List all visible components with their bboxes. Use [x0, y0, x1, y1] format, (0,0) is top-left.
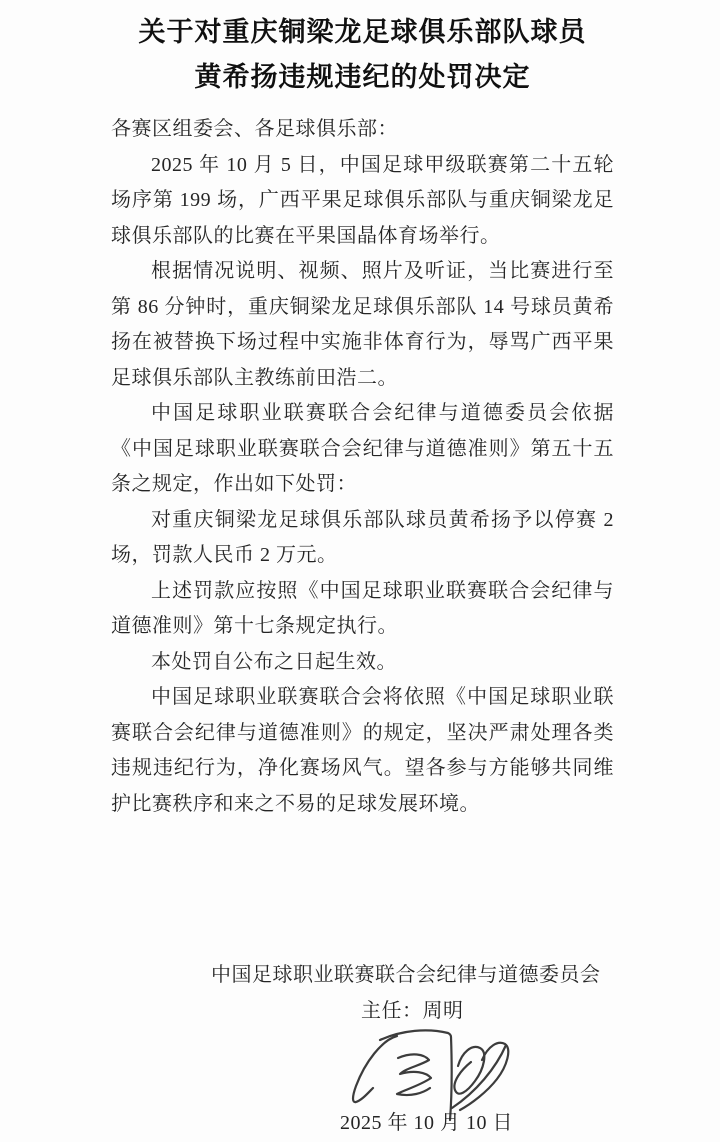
salutation: 各赛区组委会、各足球俱乐部： [111, 118, 398, 140]
issuing-committee-name: 中国足球职业联赛联合会纪律与道德委员会 [211, 964, 601, 986]
paragraph-match-info: 2025 年 10 月 5 日，中国足球甲级联赛第二十五轮场序第 199 场，广西平果足球俱乐部队与重庆铜梁龙足球俱乐部队的比赛在平果国晶体育场举行。 [111, 153, 614, 247]
paragraph-basis: 中国足球职业联赛联合会纪律与道德委员会依据《中国足球职业联赛联合会纪律与道德准则》第五十五条之规定，作出如下处罚： [111, 402, 614, 495]
document-body [111, 112, 614, 822]
document-title [91, 10, 634, 100]
document-title-line2: 黄希扬违规违纪的处罚决定 [194, 62, 531, 92]
signer-title-and-name: 主任：周明 [361, 999, 464, 1022]
paragraph-effective-date: 本处罚自公布之日起生效。 [151, 650, 397, 673]
paragraph-incident: 根据情况说明、视频、照片及听证，当比赛进行至第 86 分钟时，重庆铜梁龙足球俱乐部队 14 号球员黄希扬在被替换下场过程中实施非体育行为，辱骂广西平果足球俱乐部队主教练前田浩二。 [111, 260, 614, 389]
paragraph-penalty: 对重庆铜梁龙足球俱乐部队球员黄希扬予以停赛 2 场，罚款人民币 2 万元。 [111, 508, 614, 566]
document-title-line1: 关于对重庆铜梁龙足球俱乐部队球员 [138, 17, 587, 47]
document-date: 2025 年 10 月 10 日 [340, 1112, 513, 1134]
paragraph-fine-execution: 上述罚款应按照《中国足球职业联赛联合会纪律与道德准则》第十七条规定执行。 [111, 579, 614, 637]
signature-block [0, 958, 720, 1134]
paragraph-closing-statement: 中国足球职业联赛联合会将依照《中国足球职业联赛联合会纪律与道德准则》的规定，坚决严肃处理各类违规违纪行为，净化赛场风气。望各参与方能够共同维护比赛秩序和来之不易的足球发展环境。 [111, 686, 614, 815]
